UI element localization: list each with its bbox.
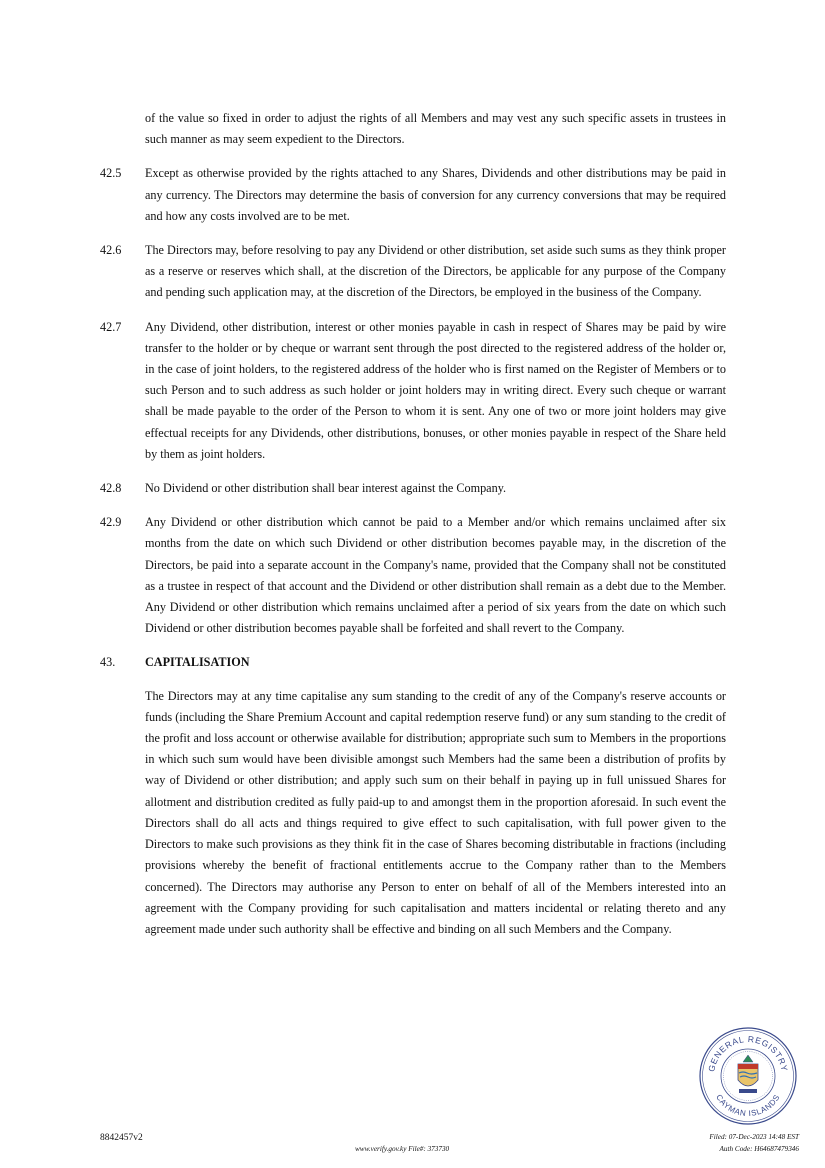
clause-number: 42.5 [100, 166, 122, 181]
seal-bottom-text: CAYMAN ISLANDS [714, 1092, 782, 1119]
cayman-coat-of-arms-icon [738, 1055, 758, 1093]
section-heading [100, 652, 726, 673]
clause-42-9 [100, 512, 726, 639]
filing-stamp [709, 1131, 799, 1155]
section-title: CAPITALISATION [145, 655, 250, 670]
document-body [100, 108, 726, 940]
svg-text:CAYMAN ISLANDS [714, 1093, 782, 1118]
auth-code: Auth Code: H64687479346 [719, 1145, 799, 1153]
clause-42-5 [100, 163, 726, 227]
clause-number: 42.9 [100, 515, 122, 530]
clause-42-6 [100, 240, 726, 304]
document-reference: 8842457v2 [100, 1133, 143, 1143]
clause-text: Any Dividend, other distribution, interest or other monies payable in cash in respect of Shares may be paid by wire transfer to the holder or by cheque or warrant sent through the post directed to the registered address of the holder or, in the case of joint holders, to the registered address of the holder who is first named on the Register of Members or to such Person and to such address as such holder or joint holders may in writing direct. Every such cheque or warrant shall be made payable to the order of the Person to whom it is sent. Any one of two or more joint holders may give effectual receipts for any Dividends, other distributions, bonuses, or other monies payable in respect of the Share held by them as joint holders. [145, 319, 726, 461]
clause-42-8 [100, 478, 726, 499]
clause-number: 42.8 [100, 481, 122, 496]
continuation-paragraph: of the value so fixed in order to adjust the rights of all Members and may vest any such specific assets in trustees in such manner as may seem expedient to the Directors. [145, 111, 726, 147]
verification-url: www.verify.gov.ky File#: 373730 [355, 1145, 450, 1153]
clause-text: Except as otherwise provided by the rights attached to any Shares, Dividends and other distributions may be paid in any currency. The Directors may determine the basis of conversion for any currency conversions that may be required and how any costs involved are to be met. [145, 166, 726, 223]
general-registry-seal [698, 1026, 798, 1126]
clause-text: Any Dividend or other distribution which cannot be paid to a Member and/or which remains unclaimed after six months from the date on which such Dividend or other distribution becomes payable may, in the discretion of the Directors, be paid into a separate account in the Company's name, provided that the Company shall not be constituted as a trustee in respect of that account and the Dividend or other distribution shall remain as a debt due to the Member. Any Dividend or other distribution which remains unclaimed after a period of six years from the date on which such Dividend or other distribution becomes payable shall be forfeited and shall revert to the Company. [145, 515, 726, 636]
filed-date: Filed: 07-Dec-2023 14:48 EST [709, 1133, 799, 1141]
clause-number: 42.7 [100, 319, 122, 334]
clause-42-7 [100, 317, 726, 465]
clause-text: The Directors may, before resolving to pay any Dividend or other distribution, set aside such sums as they think proper as a reserve or reserves which shall, at the discretion of the Directors, be applicable for any purpose of the Company and pending such application may, at the discretion of the Directors, be employed in the business of the Company. [145, 243, 726, 300]
section-number: 43. [100, 655, 116, 670]
clause-number: 42.6 [100, 243, 122, 258]
seal-top-text: GENERAL REGISTRY [706, 1033, 790, 1073]
clause-text: No Dividend or other distribution shall bear interest against the Company. [145, 481, 507, 496]
section-paragraph: The Directors may at any time capitalise any sum standing to the credit of any of the Company's reserve accounts or funds (including the Share Premium Account and capital redemption reserve fund) or any sum standing to the credit of the profit and loss account or otherwise available for distribution; appropriate such sum to Members in the proportions in which such sum would have been divisible amongst such Members had the same been a distribution of profits by way of Dividend or other distribution; and apply such sum on their behalf in paying up in full unissued Shares for allotment and distribution credited as fully paid-up to and amongst them in the proportion aforesaid. In such event the Directors shall do all acts and things required to give effect to such capitalisation, with full power given to the Directors to make such provisions as they think fit in the case of Shares becoming distributable in fractions (including provisions whereby the benefit of fractional entitlements accrue to the Company rather than to the Members concerned). The Directors may authorise any Person to enter on behalf of all of the Members interested into an agreement with the Company providing for such capitalisation and matters incidental or relating thereto and any agreement made under such authority shall be effective and binding on all such Members and the Company. [145, 688, 726, 936]
